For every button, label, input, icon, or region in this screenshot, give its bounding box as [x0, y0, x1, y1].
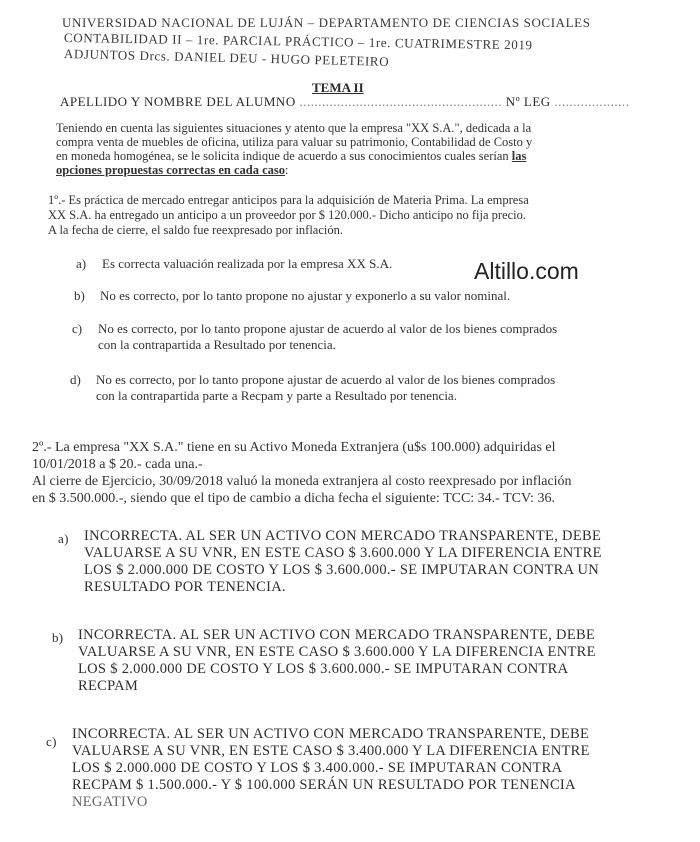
legajo-blank: ....................	[554, 94, 630, 109]
header-university: UNIVERSIDAD NACIONAL DE LUJÁN – DEPARTAMENTO DE CIENCIAS SOCIALES	[62, 15, 591, 30]
q2-option-b-label: b)	[52, 630, 64, 645]
q2-option-c-line-4: RECPAM $ 1.500.000.- Y $ 100.000 SERÁN UN RESULTADO POR TENENCIA	[72, 777, 576, 793]
intro-colon: :	[285, 163, 289, 177]
q1-option-a-label: a)	[76, 256, 87, 271]
q2-option-c-line-2: VALUARSE A SU VNR, EN ESTE CASO $ 3.400.000 Y LA DIFERENCIA ENTRE	[72, 743, 590, 759]
intro-line-2: compra venta de muebles de oficina, utiliza para valuar su patrimonio, Contabilidad de Costo y	[56, 135, 533, 149]
q1-option-a-text: Es correcta valuación realizada por la empresa XX S.A.	[102, 256, 393, 271]
q2-option-b-line-4: RECPAM	[78, 678, 139, 694]
q1-option-a	[76, 256, 392, 272]
q2-option-a-label: a)	[58, 531, 69, 546]
legajo-label: Nº LEG	[505, 94, 551, 109]
intro-line-4	[56, 163, 289, 178]
q1-option-b-text: No es correcto, por lo tanto propone no ajustar y exponerlo a su valor nominal.	[100, 288, 511, 303]
q1-option-c-line-1: No es correcto, por lo tanto propone ajustar de acuerdo al valor de los bienes comprados	[98, 321, 558, 336]
q2-option-a-line-4: RESULTADO POR TENENCIA.	[84, 579, 286, 595]
q1-line-2: XX S.A. ha entregado un anticipo a un proveedor por $ 120.000.- Dicho anticipo no fija precio.	[48, 208, 526, 222]
intro-line-3-text: en moneda homogénea, se le solicita indique de acuerdo a sus conocimientos cuales serían	[56, 149, 509, 163]
header-professors: ADJUNTOS Drcs. DANIEL DEU - HUGO PELETEIRO	[63, 46, 390, 69]
q2-option-b-line-1: INCORRECTA. AL SER UN ACTIVO CON MERCADO TRANSPARENTE, DEBE	[78, 627, 596, 643]
intro-emphasis-2: opciones propuestas correctas en cada caso	[56, 163, 286, 177]
q2-option-c-line-3: LOS $ 2.000.000 DE COSTO Y LOS $ 3.400.000.- SE IMPUTARAN CONTRA	[72, 760, 563, 776]
q2-option-b-line-2: VALUARSE A SU VNR, EN ESTE CASO $ 3.600.000 Y LA DIFERENCIA ENTRE	[78, 644, 596, 660]
q2-option-c-line-1: INCORRECTA. AL SER UN ACTIVO CON MERCADO TRANSPARENTE, DEBE	[72, 726, 590, 742]
q1-option-d-line-1: No es correcto, por lo tanto propone ajustar de acuerdo al valor de los bienes comprados	[96, 372, 556, 387]
q2-option-b-line-3: LOS $ 2.000.000 DE COSTO Y LOS $ 3.600.000.- SE IMPUTARAN CONTRA	[78, 661, 569, 677]
exam-theme: TEMA II	[312, 80, 364, 95]
header-course: CONTABILIDAD II – 1re. PARCIAL PRÁCTICO – 1re. CUATRIMESTRE 2019	[63, 30, 533, 53]
q1-option-d-line-2: con la contrapartida parte a Recpam y parte a Resultado por tenencia.	[96, 388, 457, 403]
intro-line-3	[56, 149, 526, 164]
q2-option-c-line-5: NEGATIVO	[72, 794, 148, 810]
intro-line-1: Teniendo en cuenta las siguientes situaciones y atento que la empresa "XX S.A.", dedicada a la	[56, 121, 532, 135]
q1-option-d	[70, 372, 555, 388]
student-name-blank: ......................................................	[299, 94, 502, 109]
q1-option-c-line-2: con la contrapartida a Resultado por tenencia.	[98, 337, 336, 352]
q2-option-c	[46, 726, 590, 811]
student-name-label: APELLIDO Y NOMBRE DEL ALUMNO	[60, 94, 296, 109]
q1-line-3: A la fecha de cierre, el saldo fue reexpresado por inflación.	[48, 223, 343, 237]
q2-option-b	[52, 627, 596, 695]
q2-line-2: 10/01/2018 a $ 20.- cada una.-	[32, 457, 203, 472]
q2-option-c-label: c)	[46, 734, 57, 749]
q2-option-a-line-2: VALUARSE A SU VNR, EN ESTE CASO $ 3.600.000 Y LA DIFERENCIA ENTRE	[84, 545, 602, 561]
q1-option-c	[72, 321, 557, 337]
student-line	[60, 94, 629, 110]
q2-option-a	[58, 528, 602, 596]
q1-option-b	[74, 288, 510, 304]
q1-option-b-label: b)	[74, 288, 85, 303]
q1-line-1: 1º.- Es práctica de mercado entregar anticipos para la adquisición de Materia Prima. La empresa	[48, 193, 529, 207]
q1-option-d-label: d)	[70, 372, 81, 387]
q2-line-1: 2º.- La empresa "XX S.A." tiene en su Activo Moneda Extranjera (u$s 100.000) adquiridas el	[32, 440, 556, 455]
q2-line-3: Al cierre de Ejercicio, 30/09/2018 valuó la moneda extranjera al costo reexpresado por inflación	[32, 474, 572, 489]
q2-line-4: en $ 3.500.000.-, siendo que el tipo de cambio a dicha fecha el siguiente: TCC: 34.- TCV: 36.	[32, 491, 555, 506]
q2-option-a-line-3: LOS $ 2.000.000 DE COSTO Y LOS $ 3.600.000.- SE IMPUTARAN CONTRA UN	[84, 562, 600, 578]
intro-emphasis-1: las	[511, 149, 527, 163]
altillo-watermark: Altillo.com	[474, 258, 579, 284]
q2-option-a-line-1: INCORRECTA. AL SER UN ACTIVO CON MERCADO TRANSPARENTE, DEBE	[84, 528, 602, 544]
q1-option-c-label: c)	[72, 321, 83, 336]
